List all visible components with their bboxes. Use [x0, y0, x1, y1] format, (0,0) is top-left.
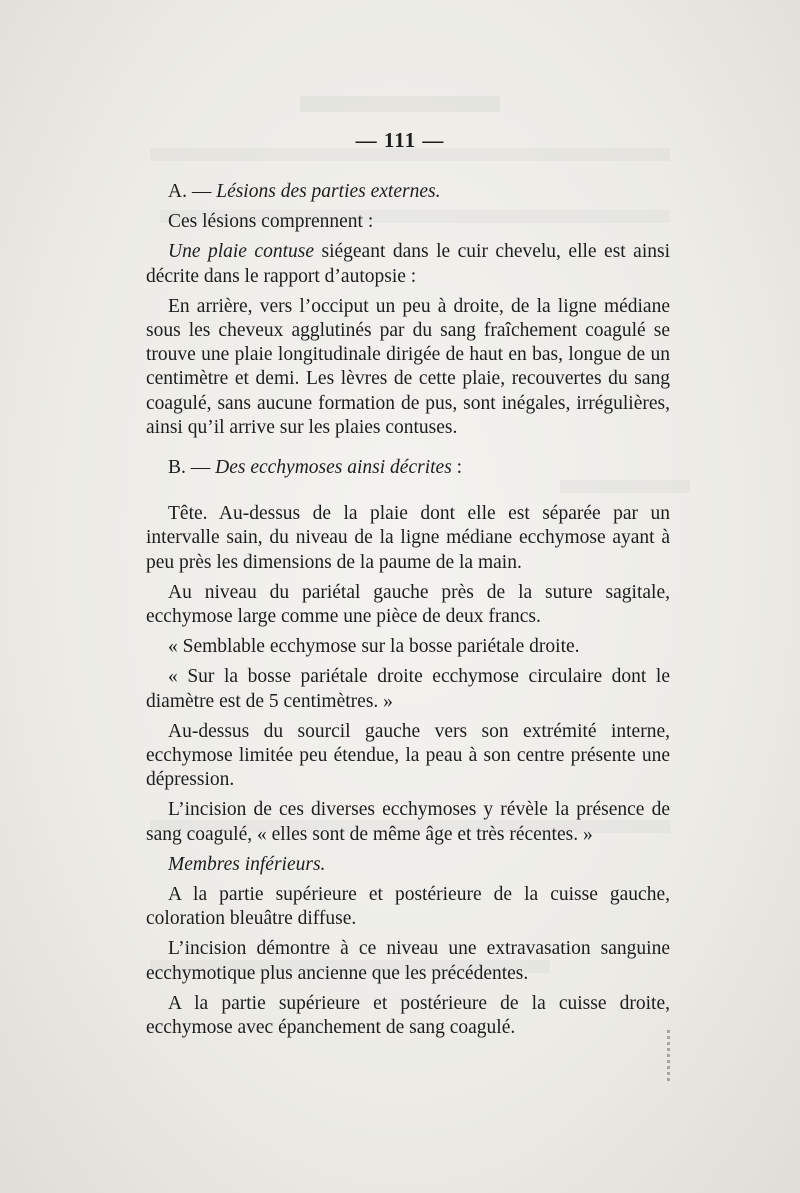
paragraph: A la partie supérieure et postérieure de la cuisse gauche, coloration bleuâtre diffuse. — [146, 884, 670, 930]
paragraph: Ces lésions comprennent : — [168, 211, 374, 233]
paragraph: L’incision démontre à ce niveau une extravasation sanguine ecchymotique plus ancienne que les précédentes. — [146, 938, 670, 984]
section-letter: B. — — [168, 457, 211, 479]
paragraph: Au niveau du pariétal gauche près de la suture sagitale, ecchymose large comme une pièce de deux francs. — [146, 581, 670, 628]
margin-mark — [667, 1030, 670, 1082]
paragraph: Tête. Au-dessus de la plaie dont elle est séparée par un intervalle sain, du niveau de la ligne médiane ecchymose ayant à peu près les dimensions de la paume de la main. — [146, 503, 670, 573]
section-title: Lésions des parties externes. — [216, 181, 441, 202]
italic-lead: Une plaie contuse — [168, 241, 315, 263]
paragraph: Au-dessus du sourcil gauche vers son extrémité interne, ecchymose limitée peu étendue, la peau à son centre présente une dépression. — [146, 720, 670, 791]
paragraph-rest: siégeant dans le cuir chevelu, elle est ainsi décrite dans le rapport d’autopsie : — [146, 241, 671, 287]
sub-heading: Membres inférieurs. — [168, 853, 326, 875]
paragraph: L’incision de ces diverses ecchymoses y révèle la présence de sang coagulé, « elles sont de même âge et très récentes. » — [146, 799, 670, 845]
section-title: Des ecchymoses ainsi décrites — [215, 457, 452, 479]
section-heading-a — [146, 180, 670, 204]
section-suffix: : — [451, 457, 463, 479]
section-heading-b — [146, 456, 670, 480]
show-through-folio — [300, 96, 500, 112]
paragraph: « Sur la bosse pariétale droite ecchymose circulaire dont le diamètre est de 5 centimètres. » — [146, 666, 670, 712]
body-text — [146, 180, 670, 1046]
paragraph: « Semblable ecchymose sur la bosse pariétale droite. — [168, 636, 580, 658]
paragraph: En arrière, vers l’occiput un peu à droite, de la ligne médiane sous les cheveux agglutinés par du sang fraîchement coagulé se trouve une plaie longitudinale dirigée de haut en bas, longue de un centimètre et demi. Les lèvres de cette plaie, recouvertes du sang coagulé, sans aucune formation de pus, sont inégales, irrégulières, ainsi qu’il arrive sur les plaies contuses. — [146, 295, 670, 438]
section-letter: A. — — [168, 181, 212, 202]
paragraph — [146, 240, 670, 288]
page-number: — 111 — — [355, 128, 445, 152]
paragraph: A la partie supérieure et postérieure de la cuisse droite, ecchymose avec épanchement de sang coagulé. — [146, 992, 670, 1039]
